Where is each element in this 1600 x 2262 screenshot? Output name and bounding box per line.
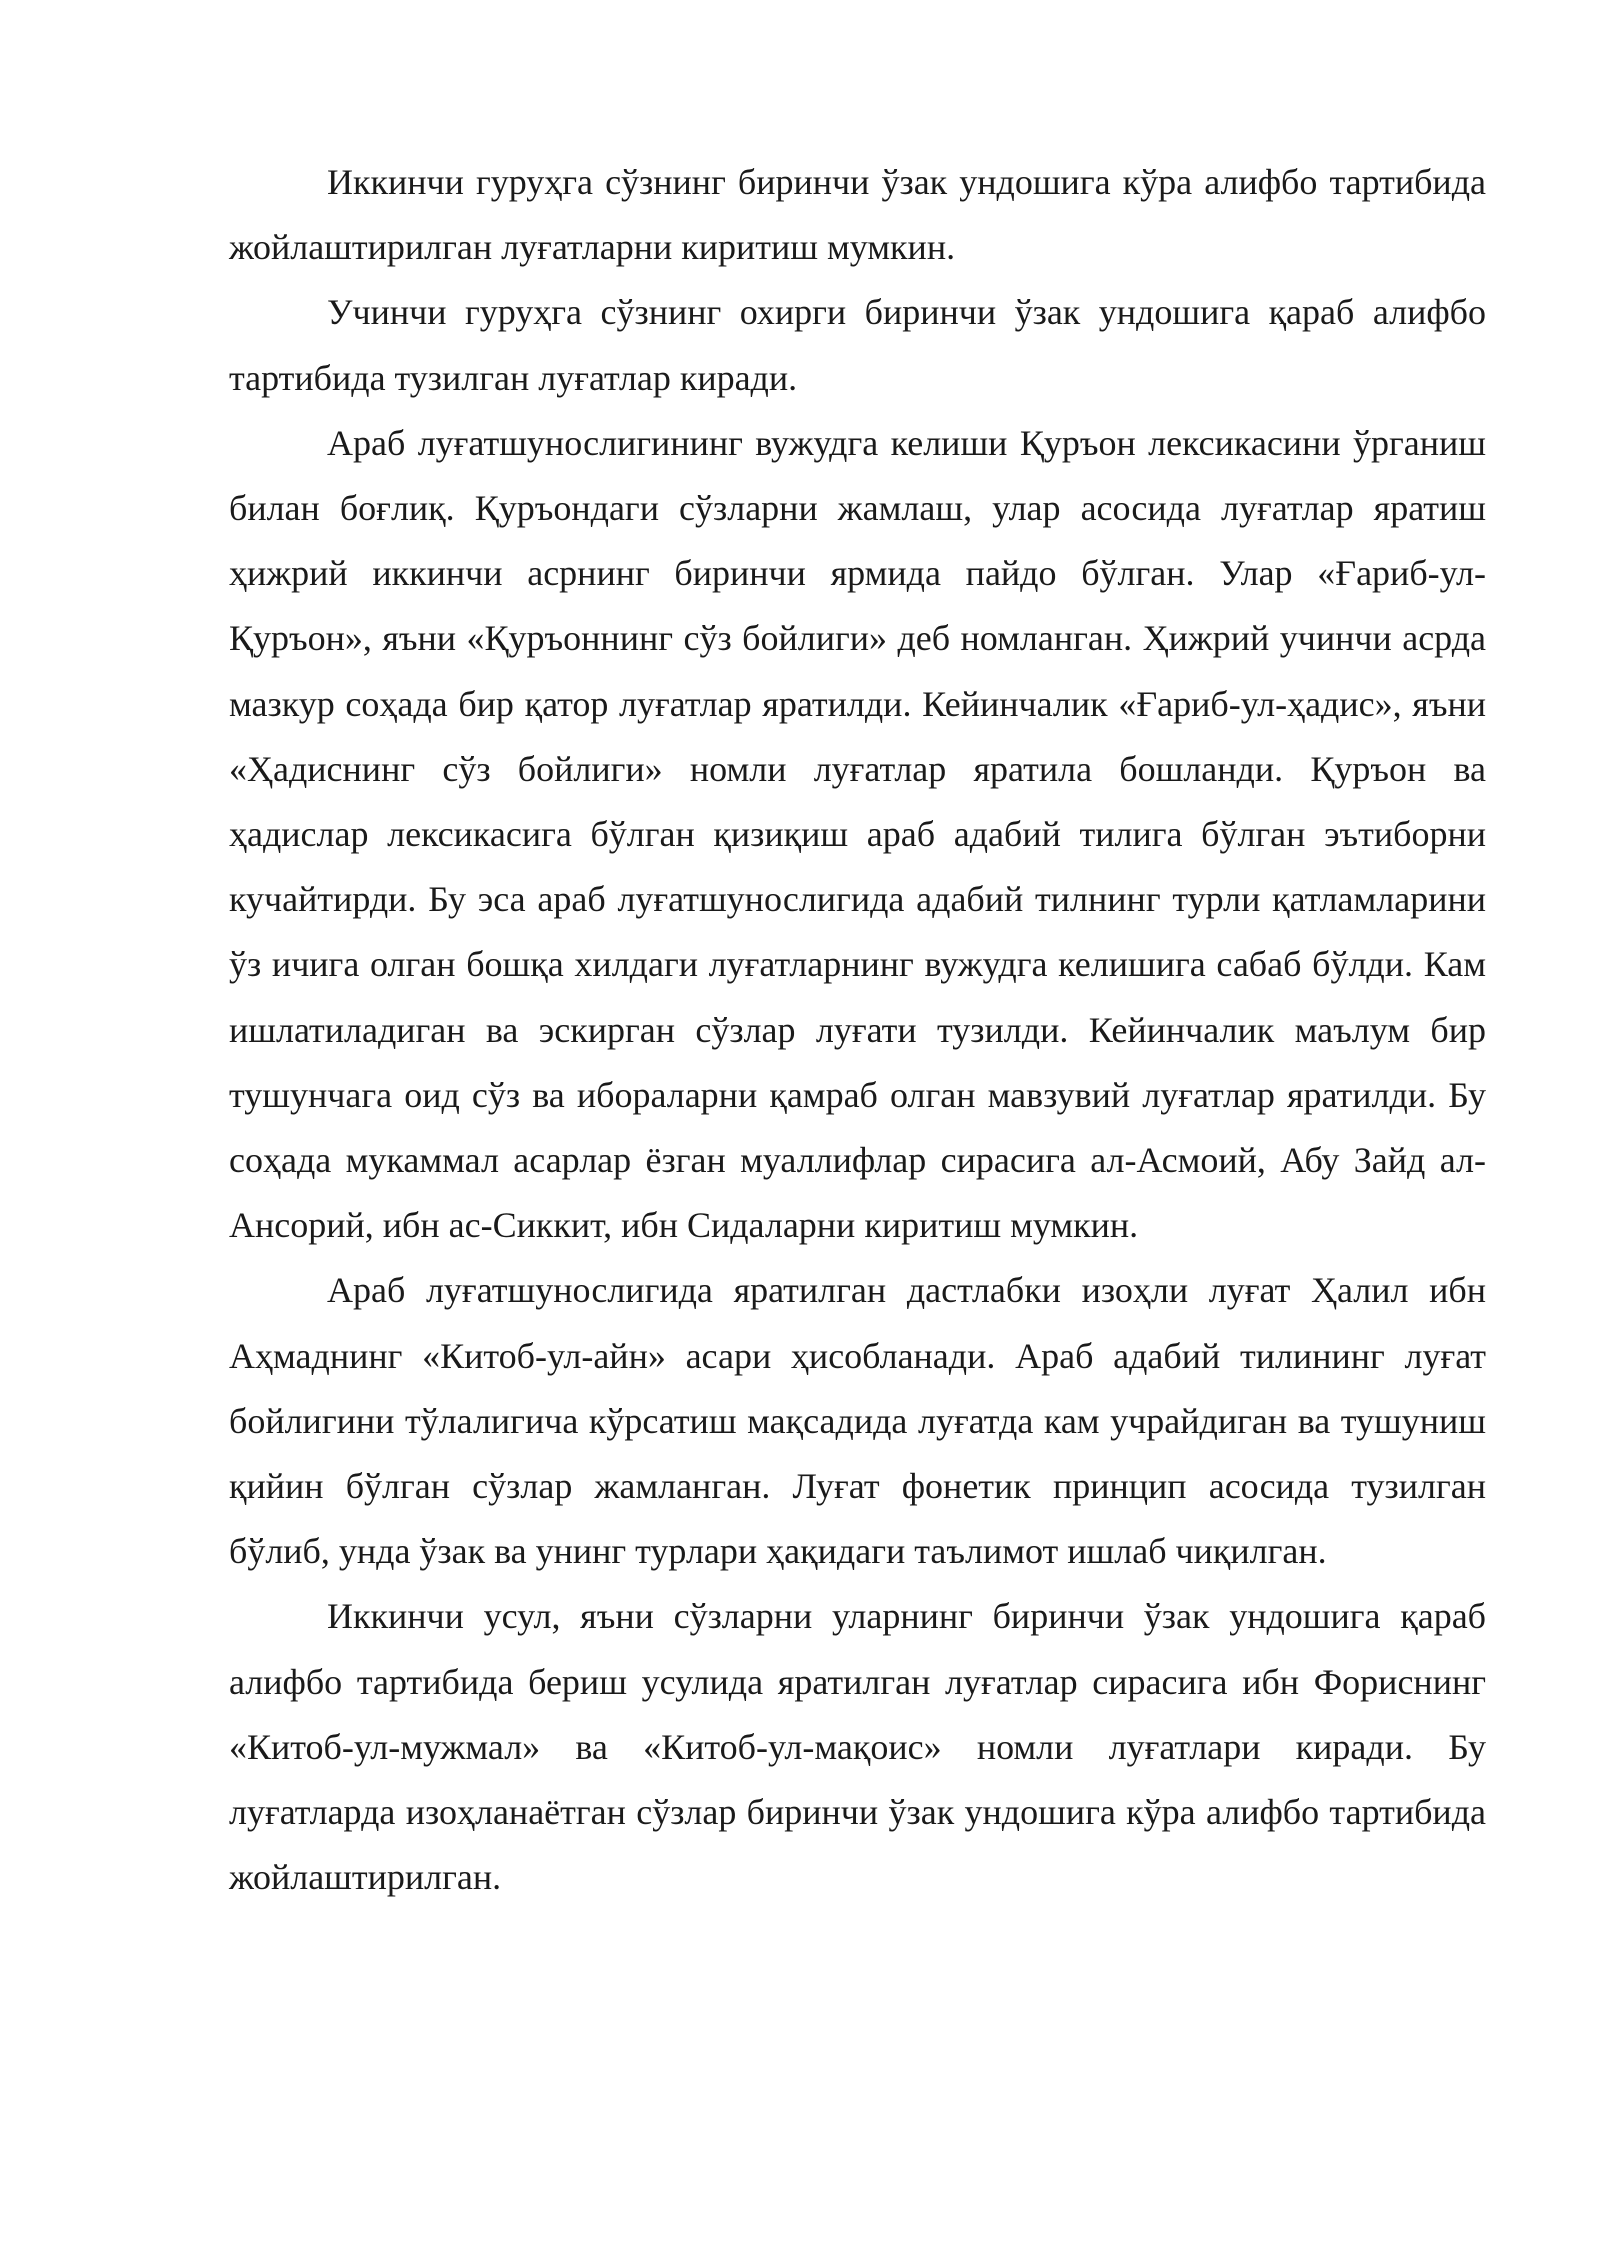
paragraph-4: Араб луғатшунослигида яратилган дастлабки изоҳли луғат Ҳалил ибн Аҳмаднинг «Китоб-ул-айн» асари ҳисобланади. Араб адабий тилининг луғат бойлигини тўлалигича кўрсатиш мақсадида луғатда кам учрайдиган ва тушуниш қийин бўлган сўзлар жамланган. Луғат фонетик принцип асосида тузилган бўлиб, унда ўзак ва унинг турлари ҳақидаги таълимот ишлаб чиқилган.	[229, 1270, 1486, 1572]
paragraph-2: Учинчи гуруҳга сўзнинг охирги биринчи ўзак ундошига қараб алифбо тартибида тузилган луғатлар киради.	[229, 292, 1486, 398]
paragraph-5: Иккинчи усул, яъни сўзларни уларнинг биринчи ўзак ундошига қараб алифбо тартибида бериш усулида яратилган луғатлар сирасига ибн Фориснинг «Китоб-ул-мужмал» ва «Китоб-ул-мақоис» номли луғатлари киради. Бу луғатларда изоҳланаётган сўзлар биринчи ўзак ундошига кўра алифбо тартибида жойлаштирилган.	[229, 1596, 1486, 1898]
paragraph-1: Иккинчи гуруҳга сўзнинг биринчи ўзак ундошига кўра алифбо тартибида жойлаштирилган луғатларни киритиш мумкин.	[229, 162, 1486, 268]
paragraph-3: Араб луғатшунослигининг вужудга келиши Қуръон лексикасини ўрганиш билан боғлиқ. Қуръондаги сўзларни жамлаш, улар асосида луғатлар яратиш ҳижрий иккинчи асрнинг биринчи ярмида пайдо бўлган. Улар «Ғариб-ул-Қуръон», яъни «Қуръоннинг сўз бойлиги» деб номланган. Ҳижрий учинчи асрда мазкур соҳада бир қатор луғатлар яратилди. Кейинчалик «Ғариб-ул-ҳадис», яъни «Ҳадиснинг сўз бойлиги» номли луғатлар яратила бошланди. Қуръон ва ҳадислар лексикасига бўлган қизиқиш араб адабий тилига бўлган эътиборни кучайтирди. Бу эса араб луғатшунослигида адабий тилнинг турли қатламларини ўз ичига олган бошқа хилдаги луғатларнинг вужудга келишига сабаб бўлди. Кам ишлатиладиган ва эскирган сўзлар луғати тузилди. Кейинчалик маълум бир тушунчага оид сўз ва ибораларни қамраб олган мавзувий луғатлар яратилди. Бу соҳада мукаммал асарлар ёзган муаллифлар сирасига ал-Асмоий, Абу Зайд ал-Ансорий, ибн ас-Сиккит, ибн Сидаларни киритиш мумкин.	[229, 422, 1486, 1246]
document-body	[229, 150, 1486, 1910]
